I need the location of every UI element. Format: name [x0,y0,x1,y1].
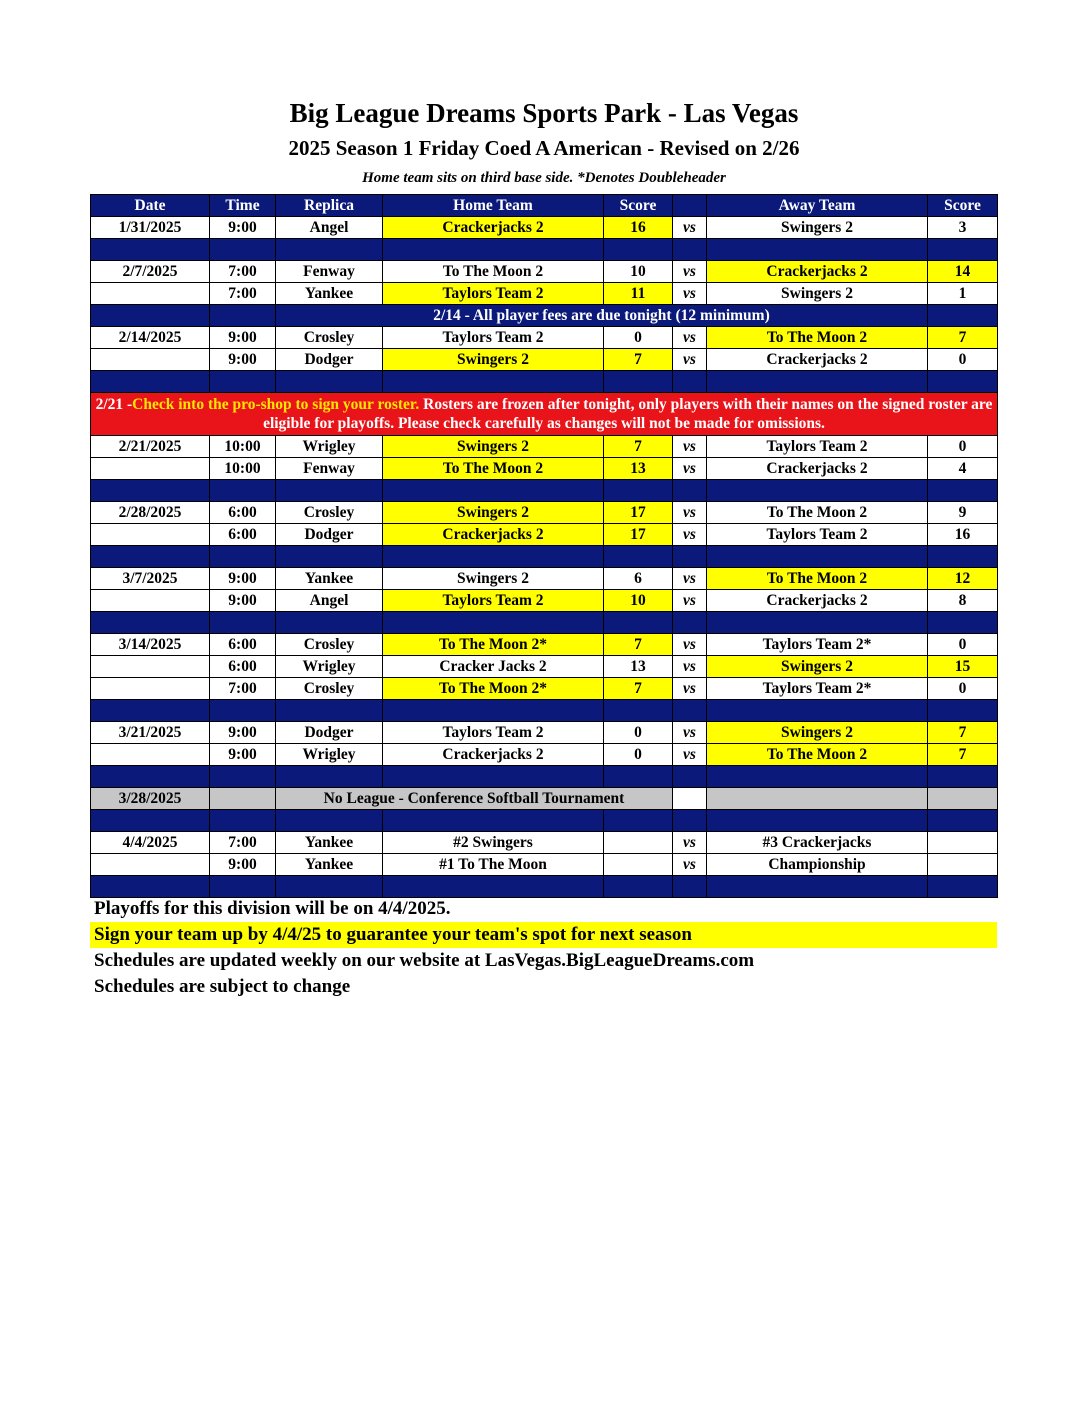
game-row [91,524,998,546]
game-time: 7:00 [210,832,276,854]
home-score: 0 [604,327,673,349]
game-date: 1/31/2025 [91,217,210,239]
game-row [91,217,998,239]
game-row [91,744,998,766]
spacer-cell [604,239,673,261]
game-time: 10:00 [210,458,276,480]
vs-label: vs [673,349,707,371]
game-field: Yankee [276,854,383,876]
home-score: 13 [604,656,673,678]
home-team: Cracker Jacks 2 [383,656,604,678]
header-away-team: Away Team [707,195,928,217]
alert-highlight: Check into the pro-shop to sign your roster. [132,396,420,413]
game-date: 2/14/2025 [91,327,210,349]
game-row [91,590,998,612]
header-home-team: Home Team [383,195,604,217]
game-date [91,458,210,480]
game-time: 10:00 [210,436,276,458]
spacer-cell [210,371,276,393]
spacer-row [91,810,998,832]
game-date: 3/21/2025 [91,722,210,744]
spacer-cell [210,612,276,634]
away-score: 7 [928,327,998,349]
home-score: 17 [604,502,673,524]
spacer-cell [928,612,998,634]
spacer-cell [383,371,604,393]
game-row [91,502,998,524]
vs-label: vs [673,217,707,239]
game-time: 7:00 [210,261,276,283]
spacer-cell [276,766,383,788]
spacer-cell [928,810,998,832]
spacer-cell [383,700,604,722]
away-team: Crackerjacks 2 [707,458,928,480]
away-score: 0 [928,678,998,700]
away-team: Crackerjacks 2 [707,349,928,371]
vs-label: vs [673,327,707,349]
no-league-text: No League - Conference Softball Tournament [276,788,673,810]
vs-label: vs [673,656,707,678]
away-team: To The Moon 2 [707,502,928,524]
spacer-cell [928,546,998,568]
spacer-cell [604,546,673,568]
vs-label: vs [673,854,707,876]
game-date: 2/28/2025 [91,502,210,524]
game-row [91,832,998,854]
spacer-cell [210,700,276,722]
home-team: Swingers 2 [383,436,604,458]
game-field: Crosley [276,634,383,656]
spacer-cell [604,810,673,832]
home-score: 13 [604,458,673,480]
away-score: 14 [928,261,998,283]
spacer-cell [707,371,928,393]
spacer-cell [210,766,276,788]
away-score: 0 [928,349,998,371]
spacer-cell [928,371,998,393]
game-time: 6:00 [210,634,276,656]
spacer-cell [928,700,998,722]
away-team: Taylors Team 2 [707,524,928,546]
roster-alert [91,393,998,436]
spacer-cell [210,305,276,327]
away-team: Taylors Team 2* [707,678,928,700]
spacer-row [91,239,998,261]
spacer-cell [276,700,383,722]
spacer-cell [707,239,928,261]
vs-label: vs [673,436,707,458]
home-score: 10 [604,590,673,612]
schedule-note: Home team sits on third base side. *Denotes Doubleheader [362,170,726,186]
home-score: 7 [604,436,673,458]
game-field: Crosley [276,502,383,524]
spacer-row [91,876,998,898]
spacer-cell [673,371,707,393]
vs-label: vs [673,832,707,854]
spacer-cell [707,546,928,568]
away-team: Swingers 2 [707,217,928,239]
spacer-cell [673,239,707,261]
spacer-cell [276,239,383,261]
spacer-cell [91,546,210,568]
game-date [91,656,210,678]
away-team: Crackerjacks 2 [707,590,928,612]
header-date: Date [91,195,210,217]
spacer-row [91,371,998,393]
game-time: 9:00 [210,568,276,590]
game-date [91,590,210,612]
vs-label: vs [673,568,707,590]
game-time: 6:00 [210,524,276,546]
home-score: 0 [604,744,673,766]
game-time: 6:00 [210,656,276,678]
spacer-cell [707,480,928,502]
game-date [91,678,210,700]
spacer-cell [673,810,707,832]
header-vs [673,195,707,217]
home-score: 17 [604,524,673,546]
game-date: 3/28/2025 [91,788,210,810]
home-score [604,832,673,854]
game-row [91,283,998,305]
game-time: 9:00 [210,722,276,744]
spacer-cell [276,810,383,832]
fees-note: 2/14 - All player fees are due tonight (12 minimum) [276,305,928,327]
home-team: Crackerjacks 2 [383,524,604,546]
no-league-row [91,788,998,810]
game-row [91,349,998,371]
spacer-cell [707,700,928,722]
game-row [91,722,998,744]
game-date: 4/4/2025 [91,832,210,854]
game-field: Dodger [276,349,383,371]
vs-label: vs [673,283,707,305]
spacer-cell [673,480,707,502]
game-row [91,678,998,700]
spacer-cell [928,788,998,810]
home-team: Taylors Team 2 [383,590,604,612]
spacer-cell [91,810,210,832]
spacer-cell [673,546,707,568]
vs-label: vs [673,722,707,744]
game-field: Dodger [276,524,383,546]
away-team: Crackerjacks 2 [707,261,928,283]
spacer-cell [276,876,383,898]
away-team: Swingers 2 [707,283,928,305]
game-row [91,854,998,876]
spacer-cell [928,305,998,327]
spacer-cell [383,480,604,502]
home-score: 6 [604,568,673,590]
away-score: 12 [928,568,998,590]
vs-label: vs [673,634,707,656]
playoffs-note: Playoffs for this division will be on 4/4/2025. [94,898,451,919]
spacer-cell [383,239,604,261]
home-team: To The Moon 2* [383,678,604,700]
vs-label: vs [673,590,707,612]
home-score [604,854,673,876]
game-field: Wrigley [276,656,383,678]
home-team: Taylors Team 2 [383,722,604,744]
spacer-row [91,480,998,502]
page-title: Big League Dreams Sports Park - Las Vegas [289,98,799,128]
spacer-row [91,766,998,788]
spacer-cell [673,700,707,722]
roster-alert-row [91,393,998,436]
spacer-cell [91,480,210,502]
home-score: 7 [604,634,673,656]
game-field: Yankee [276,568,383,590]
home-team: Swingers 2 [383,568,604,590]
spacer-row [91,612,998,634]
game-time: 9:00 [210,327,276,349]
home-team: #2 Swingers [383,832,604,854]
away-team: To The Moon 2 [707,327,928,349]
away-team: To The Moon 2 [707,568,928,590]
game-field: Crosley [276,327,383,349]
spacer-cell [91,239,210,261]
away-score: 7 [928,744,998,766]
game-row [91,261,998,283]
spacer-row [91,546,998,568]
away-score [928,854,998,876]
spacer-cell [383,546,604,568]
game-date: 3/7/2025 [91,568,210,590]
vs-label: vs [673,744,707,766]
spacer-row [91,700,998,722]
home-score: 10 [604,261,673,283]
spacer-cell [91,305,210,327]
game-row [91,458,998,480]
home-team: To The Moon 2 [383,458,604,480]
spacer-cell [673,612,707,634]
away-score: 4 [928,458,998,480]
home-score: 16 [604,217,673,239]
home-team: Swingers 2 [383,349,604,371]
away-team: Swingers 2 [707,722,928,744]
game-time: 9:00 [210,217,276,239]
spacer-cell [604,612,673,634]
home-score: 0 [604,722,673,744]
game-date [91,349,210,371]
spacer-cell [276,612,383,634]
header-away-score: Score [928,195,998,217]
game-row [91,436,998,458]
signup-banner: Sign your team up by 4/4/25 to guarantee your team's spot for next season [90,922,997,948]
vs-label: vs [673,502,707,524]
change-note: Schedules are subject to change [94,976,351,997]
vs-label: vs [673,458,707,480]
game-field: Angel [276,590,383,612]
spacer-cell [383,810,604,832]
away-score: 9 [928,502,998,524]
away-team: Championship [707,854,928,876]
game-row [91,568,998,590]
page-subtitle: 2025 Season 1 Friday Coed A American - Revised on 2/26 [288,136,800,160]
header-home-score: Score [604,195,673,217]
header-replica: Replica [276,195,383,217]
home-score: 7 [604,678,673,700]
home-team: To The Moon 2 [383,261,604,283]
spacer-cell [604,766,673,788]
spacer-cell [604,700,673,722]
away-score: 3 [928,217,998,239]
game-date: 2/7/2025 [91,261,210,283]
spacer-cell [604,876,673,898]
fees-note-row [91,305,998,327]
away-score [928,832,998,854]
game-field: Fenway [276,261,383,283]
spacer-cell [383,766,604,788]
away-team: Taylors Team 2* [707,634,928,656]
away-score: 7 [928,722,998,744]
spacer-cell [707,788,928,810]
game-row [91,634,998,656]
home-team: Taylors Team 2 [383,283,604,305]
game-time: 6:00 [210,502,276,524]
game-row [91,327,998,349]
spacer-cell [928,876,998,898]
table-header-row [91,195,998,217]
alert-rest: Rosters are frozen after tonight, only players with their names on the signed roster are eligible for playoffs. Please check carefully as changes will not be made for omissions. [263,396,993,432]
spacer-cell [91,700,210,722]
away-score: 0 [928,634,998,656]
spacer-cell [383,876,604,898]
schedule-table [90,194,998,898]
spacer-cell [604,480,673,502]
spacer-cell [928,239,998,261]
home-score: 7 [604,349,673,371]
spacer-cell [91,876,210,898]
home-team: Crackerjacks 2 [383,744,604,766]
spacer-cell [91,371,210,393]
header-time: Time [210,195,276,217]
home-team: Crackerjacks 2 [383,217,604,239]
game-field: Angel [276,217,383,239]
vs-label: vs [673,678,707,700]
home-team: To The Moon 2* [383,634,604,656]
game-field: Dodger [276,722,383,744]
vs-label: vs [673,524,707,546]
game-time: 9:00 [210,590,276,612]
spacer-cell [210,810,276,832]
game-field: Yankee [276,832,383,854]
spacer-cell [91,612,210,634]
website-note: Schedules are updated weekly on our website at LasVegas.BigLeagueDreams.com [94,950,755,971]
spacer-cell [673,876,707,898]
spacer-cell [673,788,707,810]
spacer-cell [707,876,928,898]
game-field: Yankee [276,283,383,305]
home-team: #1 To The Moon [383,854,604,876]
away-team: #3 Crackerjacks [707,832,928,854]
spacer-cell [707,766,928,788]
game-time: 9:00 [210,854,276,876]
away-team: Swingers 2 [707,656,928,678]
away-score: 15 [928,656,998,678]
spacer-cell [928,480,998,502]
game-date [91,283,210,305]
game-time: 9:00 [210,744,276,766]
home-team: Swingers 2 [383,502,604,524]
game-time: 9:00 [210,349,276,371]
game-field: Crosley [276,678,383,700]
away-team: Taylors Team 2 [707,436,928,458]
alert-prefix: 2/21 - [95,396,133,413]
game-field: Fenway [276,458,383,480]
spacer-cell [210,788,276,810]
home-team: Taylors Team 2 [383,327,604,349]
spacer-cell [928,766,998,788]
game-date: 2/21/2025 [91,436,210,458]
spacer-cell [91,766,210,788]
vs-label: vs [673,261,707,283]
game-row [91,656,998,678]
home-score: 11 [604,283,673,305]
spacer-cell [210,480,276,502]
game-date [91,744,210,766]
game-time: 7:00 [210,678,276,700]
game-time: 7:00 [210,283,276,305]
game-field: Wrigley [276,436,383,458]
spacer-cell [707,810,928,832]
spacer-cell [673,766,707,788]
away-score: 0 [928,436,998,458]
away-score: 1 [928,283,998,305]
spacer-cell [210,239,276,261]
spacer-cell [276,546,383,568]
spacer-cell [276,480,383,502]
game-date [91,524,210,546]
away-score: 16 [928,524,998,546]
game-date [91,854,210,876]
away-score: 8 [928,590,998,612]
away-team: To The Moon 2 [707,744,928,766]
spacer-cell [383,612,604,634]
spacer-cell [210,876,276,898]
game-date: 3/14/2025 [91,634,210,656]
spacer-cell [707,612,928,634]
game-field: Wrigley [276,744,383,766]
spacer-cell [604,371,673,393]
spacer-cell [276,371,383,393]
spacer-cell [210,546,276,568]
